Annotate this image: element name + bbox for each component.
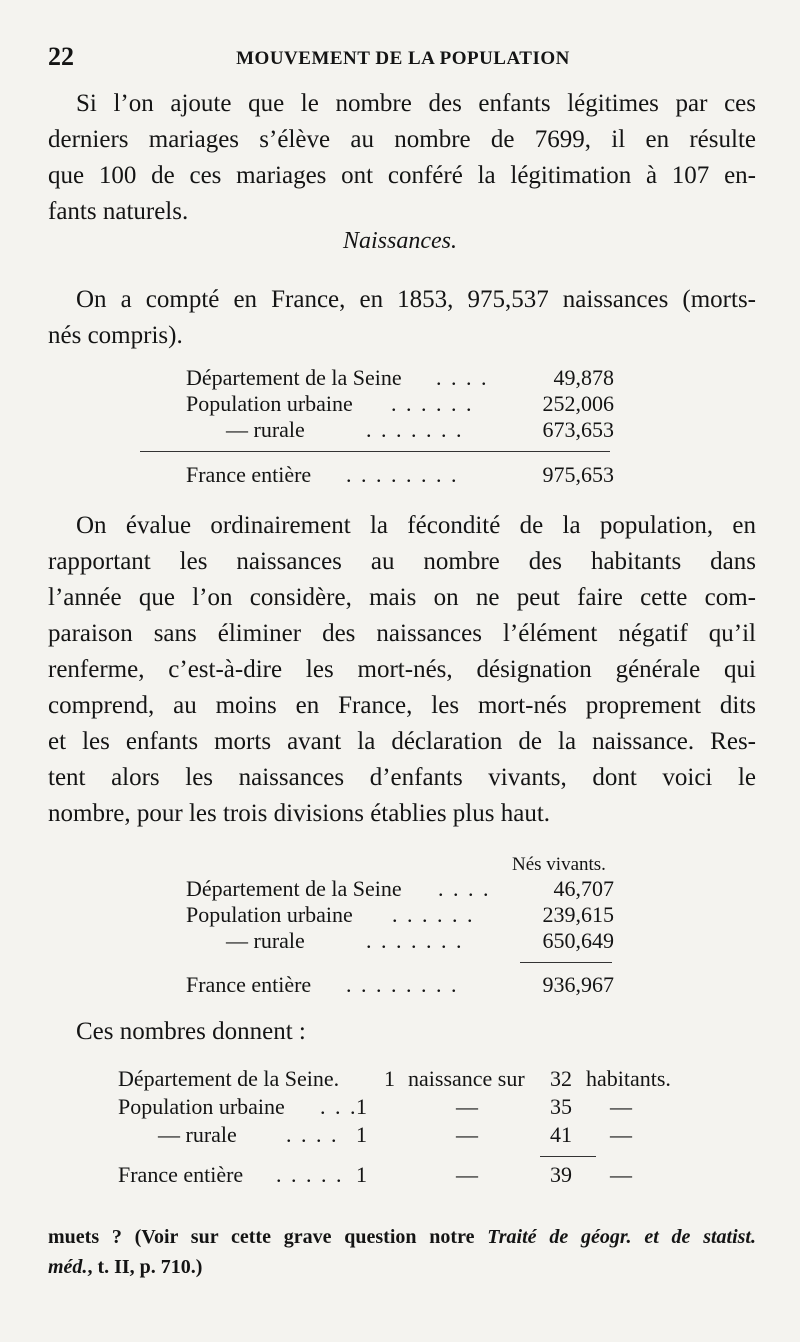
text-line: comprend, au moins en France, les mort-nés proprement dits <box>48 692 756 719</box>
ratio-label: Population urbaine <box>118 1094 285 1119</box>
text-line: On évalue ordinairement la fécondité de la population, en <box>76 512 756 539</box>
ratio-tail: — <box>610 1162 632 1187</box>
ratio-one: 1 <box>356 1122 367 1147</box>
ratio-one: 1 <box>356 1094 367 1119</box>
section-heading: Naissances. <box>343 228 457 254</box>
footnote-line <box>48 1252 756 1282</box>
footnote-title: Traité de géogr. et de statist. <box>487 1226 756 1248</box>
ratio-number: 41 <box>550 1122 572 1147</box>
leader-dots: . . . . . . <box>392 902 475 927</box>
text-line: rapportant les naissances au nombre des habitants dans <box>48 548 756 575</box>
table-row <box>186 902 614 928</box>
ratio-row <box>118 1066 718 1096</box>
ratio-one: 1 <box>356 1162 367 1187</box>
row-value: 49,878 <box>553 365 614 390</box>
leader-dots: . . . <box>320 1094 358 1119</box>
leader-dots: . . . . . . . <box>366 417 464 442</box>
leader-dots: . . . . <box>436 365 489 390</box>
text-line: paraison sans éliminer des naissances l’élément négatif qu’il <box>48 620 756 647</box>
births-table <box>186 365 614 443</box>
table-rule <box>520 962 612 963</box>
ratio-number: 35 <box>550 1094 572 1119</box>
ratio-number: 32 <box>550 1066 572 1091</box>
table-rule <box>140 451 610 452</box>
ratio-number: 39 <box>550 1162 572 1187</box>
paragraph-legitimation <box>48 86 756 230</box>
text-line: On a compté en France, en 1853, 975,537 naissances (morts- <box>76 286 756 313</box>
row-label: France entière <box>186 462 312 487</box>
ratio-row <box>118 1094 718 1124</box>
row-value: 936,967 <box>542 972 614 997</box>
footnote-title: méd. <box>48 1256 88 1278</box>
text-line: l’année que l’on considère, mais on ne peut faire cette com- <box>48 584 756 611</box>
table-row-total <box>186 972 614 998</box>
live-births-table <box>186 876 614 954</box>
table-row <box>186 365 614 391</box>
ratio-mid: — <box>456 1122 478 1147</box>
table-row <box>186 876 614 902</box>
footnote-text: muets ? (Voir sur cette grave question notre <box>48 1226 488 1248</box>
paragraph-ces-nombres <box>48 1014 756 1050</box>
row-label: Département de la Seine <box>186 876 402 901</box>
text-line: Ces nombres donnent : <box>76 1018 306 1045</box>
live-births-total <box>186 972 614 998</box>
leader-dots: . . . . . . . <box>366 928 464 953</box>
page-header <box>48 42 758 74</box>
row-value: 673,653 <box>542 417 614 442</box>
ratio-row-total <box>118 1162 718 1192</box>
ratio-mid: naissance sur <box>408 1066 525 1091</box>
row-label: Population urbaine <box>186 391 353 416</box>
ratio-one: 1 <box>384 1066 395 1091</box>
ratio-mid: — <box>456 1162 478 1187</box>
footnote-line <box>48 1222 756 1252</box>
footnote <box>48 1222 756 1282</box>
row-value: 650,649 <box>542 928 614 953</box>
table-row <box>186 417 614 443</box>
ratio-mid: — <box>456 1094 478 1119</box>
text-line: renferme, c’est-à-dire les mort-nés, désignation générale qui <box>48 656 756 683</box>
ratio-rule <box>540 1156 596 1157</box>
row-label: Département de la Seine <box>186 365 402 390</box>
ratio-row <box>118 1122 718 1152</box>
paragraph-births-count <box>48 282 756 354</box>
row-value: 975,653 <box>542 462 614 487</box>
footnote-text: , t. II, p. 710.) <box>87 1256 203 1278</box>
text-line: que 100 de ces mariages ont conféré la légitimation à 107 en- <box>48 162 756 189</box>
text-line: nombre, pour les trois divisions établies plus haut. <box>48 800 551 827</box>
table-row <box>186 391 614 417</box>
text-line: nés compris). <box>48 322 183 349</box>
ratio-tail: habitants. <box>586 1066 671 1091</box>
table-row <box>186 928 614 954</box>
text-line: et les enfants morts avant la déclaration de la naissance. Res- <box>48 728 756 755</box>
text-line: fants naturels. <box>48 198 189 225</box>
leader-dots: . . . . <box>286 1122 339 1147</box>
leader-dots: . . . . . . <box>391 391 474 416</box>
row-value: 46,707 <box>553 876 614 901</box>
leader-dots: . . . . . . . . <box>346 972 459 997</box>
births-total <box>186 462 614 488</box>
page-number: 22 <box>48 42 74 71</box>
text-line: tent alors les naissances d’enfants vivants, dont voici le <box>48 764 756 791</box>
ratio-label: France entière <box>118 1162 244 1187</box>
row-value: 239,615 <box>542 902 614 927</box>
leader-dots: . . . . <box>438 876 491 901</box>
ratio-label: — rurale <box>158 1122 237 1147</box>
leader-dots: . . . . . <box>276 1162 344 1187</box>
text-line: derniers mariages s’élève au nombre de 7699, il en résulte <box>48 126 756 153</box>
table-row-total <box>186 462 614 488</box>
text-line: Si l’on ajoute que le nombre des enfants légitimes par ces <box>76 90 756 117</box>
ratio-tail: — <box>610 1094 632 1119</box>
row-label: — rurale <box>226 417 305 442</box>
row-label: Population urbaine <box>186 902 353 927</box>
running-title: MOUVEMENT DE LA POPULATION <box>236 48 570 69</box>
ratio-label: Département de la Seine. <box>118 1066 340 1091</box>
paragraph-fecundity <box>48 508 756 832</box>
row-label: — rurale <box>226 928 305 953</box>
leader-dots: . . . . . . . . <box>346 462 459 487</box>
row-value: 252,006 <box>542 391 614 416</box>
ratio-tail: — <box>610 1122 632 1147</box>
column-header: Nés vivants. <box>512 854 606 875</box>
row-label: France entière <box>186 972 312 997</box>
